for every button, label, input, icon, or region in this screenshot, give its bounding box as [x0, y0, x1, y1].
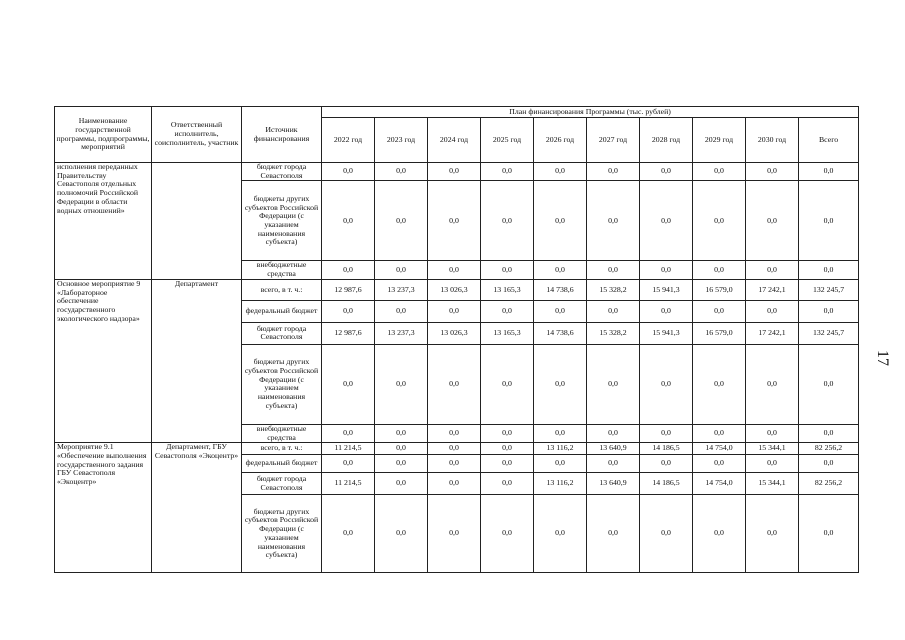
amount-cell: 12 987,6 — [322, 322, 375, 344]
funding-source: бюджет города Севастополя — [242, 322, 322, 344]
financing-table — [54, 106, 859, 573]
funding-source: бюджеты других субъектов Российской Федерации (с указанием наименования субъекта) — [242, 344, 322, 424]
amount-cell: 0,0 — [640, 455, 693, 473]
measure-name: Мероприятие 9.1 «Обеспечение выполнения государственного задания ГБУ Севастополя «Экоцентр» — [55, 443, 152, 573]
amount-cell: 0,0 — [799, 495, 859, 573]
amount-cell: 0,0 — [640, 300, 693, 322]
header-source: Источник финансирования — [242, 107, 322, 163]
amount-cell: 0,0 — [693, 455, 746, 473]
responsible-party — [152, 163, 242, 280]
amount-cell: 132 245,7 — [799, 322, 859, 344]
amount-cell: 132 245,7 — [799, 279, 859, 300]
amount-cell: 0,0 — [428, 300, 481, 322]
amount-cell: 0,0 — [428, 443, 481, 455]
amount-cell: 16 579,0 — [693, 279, 746, 300]
header-year: 2027 год — [587, 118, 640, 163]
amount-cell: 0,0 — [481, 300, 534, 322]
funding-source: бюджеты других субъектов Российской Федерации (с указанием наименования субъекта) — [242, 181, 322, 261]
amount-cell: 13 165,3 — [481, 322, 534, 344]
amount-cell: 14 754,0 — [693, 443, 746, 455]
amount-cell: 15 941,3 — [640, 322, 693, 344]
amount-cell: 13 237,3 — [375, 279, 428, 300]
amount-cell: 13 116,2 — [534, 443, 587, 455]
amount-cell: 14 186,5 — [640, 473, 693, 495]
amount-cell: 0,0 — [746, 344, 799, 424]
header-year: 2023 год — [375, 118, 428, 163]
amount-cell: 0,0 — [587, 455, 640, 473]
funding-source: бюджет города Севастополя — [242, 163, 322, 181]
amount-cell: 0,0 — [799, 163, 859, 181]
header-year: 2028 год — [640, 118, 693, 163]
header-responsible: Ответственный исполнитель, соисполнитель, участник — [152, 107, 242, 163]
amount-cell: 14 754,0 — [693, 473, 746, 495]
amount-cell: 0,0 — [375, 455, 428, 473]
amount-cell: 13 116,2 — [534, 473, 587, 495]
amount-cell: 0,0 — [375, 473, 428, 495]
header-plan-title: План финансирования Программы (тыс. рублей) — [322, 107, 859, 118]
amount-cell: 0,0 — [534, 261, 587, 279]
amount-cell: 13 165,3 — [481, 279, 534, 300]
amount-cell: 0,0 — [481, 344, 534, 424]
amount-cell: 0,0 — [428, 344, 481, 424]
amount-cell: 0,0 — [587, 163, 640, 181]
amount-cell: 0,0 — [534, 495, 587, 573]
amount-cell: 0,0 — [375, 424, 428, 442]
amount-cell: 0,0 — [640, 261, 693, 279]
amount-cell: 0,0 — [322, 455, 375, 473]
amount-cell: 0,0 — [640, 495, 693, 573]
funding-source: всего, в т. ч.: — [242, 443, 322, 455]
amount-cell: 15 328,2 — [587, 279, 640, 300]
amount-cell: 0,0 — [534, 163, 587, 181]
amount-cell: 13 237,3 — [375, 322, 428, 344]
measure-name: исполнения переданных Правительству Севастополя отдельных полномочий Российской Федерации в области водных отношений» — [55, 163, 152, 280]
amount-cell: 0,0 — [640, 163, 693, 181]
amount-cell: 0,0 — [799, 181, 859, 261]
funding-source: внебюджетные средства — [242, 424, 322, 442]
amount-cell: 0,0 — [799, 261, 859, 279]
funding-source: федеральный бюджет — [242, 300, 322, 322]
amount-cell: 0,0 — [375, 300, 428, 322]
amount-cell: 0,0 — [799, 300, 859, 322]
amount-cell: 0,0 — [428, 495, 481, 573]
amount-cell: 0,0 — [693, 261, 746, 279]
amount-cell: 0,0 — [481, 473, 534, 495]
amount-cell: 0,0 — [587, 261, 640, 279]
amount-cell: 0,0 — [375, 163, 428, 181]
amount-cell: 0,0 — [375, 181, 428, 261]
amount-cell: 13 640,9 — [587, 473, 640, 495]
amount-cell: 0,0 — [587, 300, 640, 322]
amount-cell: 0,0 — [799, 344, 859, 424]
amount-cell: 0,0 — [428, 261, 481, 279]
amount-cell: 0,0 — [693, 344, 746, 424]
amount-cell: 0,0 — [428, 455, 481, 473]
amount-cell: 0,0 — [587, 344, 640, 424]
amount-cell: 0,0 — [481, 495, 534, 573]
amount-cell: 17 242,1 — [746, 322, 799, 344]
amount-cell: 0,0 — [375, 344, 428, 424]
amount-cell: 0,0 — [693, 424, 746, 442]
amount-cell: 0,0 — [534, 424, 587, 442]
responsible-party: Департамент, ГБУ Севастополя «Экоцентр» — [152, 443, 242, 573]
amount-cell: 0,0 — [375, 443, 428, 455]
funding-source: бюджет города Севастополя — [242, 473, 322, 495]
table-row — [55, 279, 859, 300]
amount-cell: 11 214,5 — [322, 443, 375, 455]
amount-cell: 0,0 — [746, 495, 799, 573]
amount-cell: 0,0 — [322, 163, 375, 181]
amount-cell: 15 344,1 — [746, 473, 799, 495]
header-name: Наименование государственной программы, подпрограммы, мероприятий — [55, 107, 152, 163]
amount-cell: 0,0 — [534, 181, 587, 261]
amount-cell: 0,0 — [322, 344, 375, 424]
amount-cell: 0,0 — [587, 181, 640, 261]
amount-cell: 0,0 — [693, 181, 746, 261]
amount-cell: 82 256,2 — [799, 443, 859, 455]
amount-cell: 0,0 — [322, 181, 375, 261]
responsible-party: Департамент — [152, 279, 242, 442]
measure-name: Основное мероприятие 9 «Лабораторное обеспечение государственного экологического надзора» — [55, 279, 152, 442]
header-year: 2029 год — [693, 118, 746, 163]
amount-cell: 16 579,0 — [693, 322, 746, 344]
header-year: 2024 год — [428, 118, 481, 163]
amount-cell: 0,0 — [428, 473, 481, 495]
table-row — [55, 443, 859, 455]
amount-cell: 0,0 — [799, 424, 859, 442]
amount-cell: 0,0 — [746, 424, 799, 442]
amount-cell: 15 344,1 — [746, 443, 799, 455]
amount-cell: 0,0 — [693, 495, 746, 573]
amount-cell: 0,0 — [587, 424, 640, 442]
amount-cell: 0,0 — [534, 455, 587, 473]
amount-cell: 0,0 — [746, 163, 799, 181]
header-year: 2030 год — [746, 118, 799, 163]
amount-cell: 0,0 — [322, 424, 375, 442]
amount-cell: 15 328,2 — [587, 322, 640, 344]
funding-source: федеральный бюджет — [242, 455, 322, 473]
amount-cell: 0,0 — [640, 424, 693, 442]
amount-cell: 0,0 — [481, 443, 534, 455]
amount-cell: 0,0 — [640, 181, 693, 261]
amount-cell: 14 186,5 — [640, 443, 693, 455]
page-number: 17 — [874, 350, 891, 366]
amount-cell: 14 738,6 — [534, 279, 587, 300]
table-row — [55, 163, 859, 181]
amount-cell: 0,0 — [534, 344, 587, 424]
amount-cell: 0,0 — [746, 181, 799, 261]
funding-source: внебюджетные средства — [242, 261, 322, 279]
header-year: 2026 год — [534, 118, 587, 163]
amount-cell: 0,0 — [322, 261, 375, 279]
amount-cell: 0,0 — [693, 300, 746, 322]
amount-cell: 12 987,6 — [322, 279, 375, 300]
amount-cell: 0,0 — [746, 261, 799, 279]
amount-cell: 11 214,5 — [322, 473, 375, 495]
funding-source: бюджеты других субъектов Российской Федерации (с указанием наименования субъекта) — [242, 495, 322, 573]
amount-cell: 0,0 — [481, 181, 534, 261]
amount-cell: 15 941,3 — [640, 279, 693, 300]
amount-cell: 82 256,2 — [799, 473, 859, 495]
amount-cell: 0,0 — [428, 163, 481, 181]
header-year: Всего — [799, 118, 859, 163]
amount-cell: 0,0 — [375, 261, 428, 279]
amount-cell: 0,0 — [746, 455, 799, 473]
amount-cell: 0,0 — [534, 300, 587, 322]
amount-cell: 14 738,6 — [534, 322, 587, 344]
amount-cell: 0,0 — [322, 300, 375, 322]
amount-cell: 0,0 — [428, 424, 481, 442]
amount-cell: 0,0 — [322, 495, 375, 573]
amount-cell: 13 026,3 — [428, 279, 481, 300]
header-year: 2022 год — [322, 118, 375, 163]
amount-cell: 0,0 — [481, 455, 534, 473]
amount-cell: 17 242,1 — [746, 279, 799, 300]
amount-cell: 0,0 — [481, 424, 534, 442]
amount-cell: 13 640,9 — [587, 443, 640, 455]
amount-cell: 0,0 — [799, 455, 859, 473]
amount-cell: 0,0 — [481, 163, 534, 181]
amount-cell: 0,0 — [693, 163, 746, 181]
amount-cell: 0,0 — [640, 344, 693, 424]
funding-source: всего, в т. ч.: — [242, 279, 322, 300]
amount-cell: 0,0 — [375, 495, 428, 573]
header-year: 2025 год — [481, 118, 534, 163]
amount-cell: 0,0 — [587, 495, 640, 573]
amount-cell: 13 026,3 — [428, 322, 481, 344]
amount-cell: 0,0 — [481, 261, 534, 279]
amount-cell: 0,0 — [428, 181, 481, 261]
amount-cell: 0,0 — [746, 300, 799, 322]
